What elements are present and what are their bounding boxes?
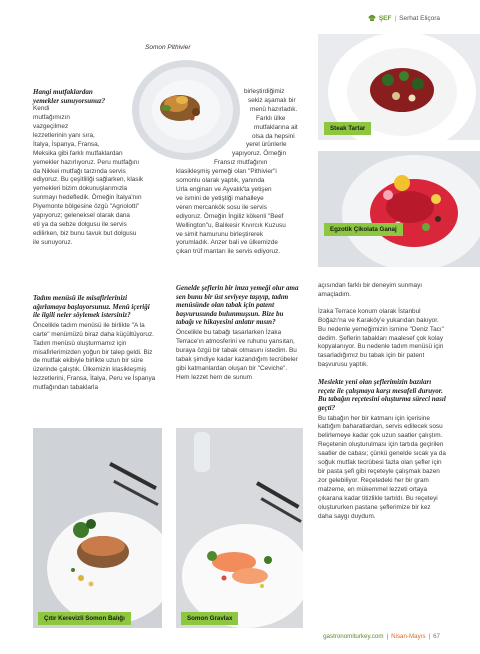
text-line: sunmayı hedefledik. Örneğin İtalya'nın: [33, 194, 142, 202]
text-line: sekiz aşamalı bir: [248, 96, 296, 104]
footer-separator: |: [428, 633, 431, 640]
text-line: ediyoruz. Örneğin İngiliz kökenli "Beef: [176, 212, 284, 220]
text-line: Farklı ülke: [256, 114, 286, 122]
text-line: vazgeçilmez: [33, 123, 69, 130]
text-line: lezzetlerinin yanı sıra,: [33, 131, 95, 139]
text-line: yemekler hazırlıyoruz. Peru mutfağını: [33, 158, 140, 166]
text-line: veren mercankök sosu ile servis: [176, 203, 267, 211]
top-plate-caption: Somon Pithivier: [145, 44, 191, 51]
somon-gravlax-photo: [176, 428, 303, 628]
footer-issue: Nisan-Mayıs: [391, 633, 426, 640]
somon-baligi-photo: [33, 428, 162, 628]
text-line: edilirken, biz bunu tavuk but dolgusu: [33, 229, 137, 237]
column-2-bottom: [176, 284, 302, 382]
answer-1-lines: [33, 105, 157, 248]
section-label: ŞEF: [378, 14, 392, 22]
answer-3: Öncelikle bu tabağı tasarlarken İzaka Terrace'ın atmosferini ve ruhunu yansıtan, buraya özgü bir tabak olmasını istedim. Bu tabak şimdiye kadar kazandığım tecrübeler gibi katmanlardan oluşan bir "Ceviche". Hem lezzet hem de sunum: [176, 328, 298, 381]
text-line: mutfaklarına ait: [254, 123, 298, 131]
page-header: [368, 14, 440, 22]
column-1-bottom: [33, 294, 158, 393]
egzotik-label: Egzotik Çikolata Ganaj: [324, 223, 403, 236]
text-line: menü hazırladık.: [250, 105, 298, 113]
answer-2: Öncelikle tadım menüsü ile birlikte "A la carte" menümüzü biraz daha küçültüyoruz. Tadım menüsü oluşturmamız için misafirlerimizden yoğun bir talep geldi. Biz de mutfak ekibiyle birlikte uzun bir süre üzerinde çalıştık. Ülkemizin klasikleşmiş lezzetlerini, Fransa, İtalya, Peru ve İspanya mutfağından tabaklarla: [33, 321, 156, 392]
header-separator: |: [394, 14, 397, 22]
text-line: Kendi: [33, 105, 50, 113]
text-line: klasikleşmiş yemeği olan "Pithivier"i: [176, 168, 277, 176]
footer-site: gastronomiturkey.com: [323, 633, 384, 640]
column-3: [318, 282, 446, 521]
page-number: 67: [433, 633, 440, 640]
text-line: ve ismini de yetiştiği mahalleye: [176, 194, 264, 202]
question-4: Meslekte yeni olan şeflerimizin bazıları reçete ile çalışmaya karşı mesafeli duruyor. Bu tabağın reçetesini oluşturma süreci nasıl geçti?: [318, 378, 446, 412]
page-footer: [323, 633, 440, 640]
text-line: Urla enginarı ve Ayvalık'ta yetişen: [176, 185, 272, 193]
egzotik-ganaj-photo: [318, 151, 480, 267]
text-line: ediyoruz. Bu çeşitliliği sağlarken, klasik: [33, 176, 144, 184]
text-line: Wellington"u, Balıkesir Kıvırcık Kuzusu: [176, 221, 286, 229]
text-line: somonlu olarak yaptık, yanında: [176, 177, 265, 185]
text-line: mutfağımızın: [33, 114, 70, 122]
text-line: yemekleri bizim dokunuşlarımızla: [33, 185, 128, 193]
text-line: birleştirdiğimiz: [244, 88, 285, 95]
text-line: ile sunuyoruz.: [33, 238, 73, 246]
somon-baligi-label: Çıtır Kerevizli Somon Balığı: [38, 612, 131, 625]
somon-gravlax-label: Somon Gravlax: [181, 612, 238, 625]
text-line: eti ya da sebze dolgusu ile servis: [33, 220, 127, 228]
text-line: da Nikkei mutfağı tarzında servis: [33, 167, 126, 175]
paragraph-1: açısından farklı bir deneyim sunmayı amaçladım.: [318, 282, 423, 298]
paragraph-2: İzaka Terrace konum olarak İstanbul Boğazı'na ve Karaköy'e yukarıdan bakıyor. Bu nedenle yemeğimizin ismine "Deniz Tacı" dedim. Şeflerin tabakları maalesef çok kolay kopyalanıyor. Bu nedenle tadım menüsü için tasarladığımız bu tabak için bir patent başvurusu yaptık.: [318, 307, 444, 369]
steak-tartar-photo: [318, 34, 480, 140]
question-3: Genelde şeflerin bir imza yemeği olur ama sen bunu bir üst seviyeye taşıyıp, tadım menüsünde olan tabak için patent başvurusunda bulunmuşsun. Bize bu tabağı ve hikayesini anlatır mısın?: [176, 284, 299, 327]
text-line: ve simit hamurunu birleştirerek: [176, 230, 264, 238]
question-2: Tadım menüsü ile misafirlerinizi ağırlamaya başlayorsunuz. Menü içeriği ile ilgili neler söylemek istersiniz?: [33, 294, 150, 320]
text-line: Meksika gibi farklı mutfaklardan: [33, 149, 123, 157]
chef-hat-icon: [368, 14, 376, 22]
question-1: Hangi mutfaklardan yemekler sunuyorsunuz?: [33, 88, 106, 105]
text-line: İtalya, İspanya, Fransa,: [33, 140, 100, 148]
text-line: Fransız mutfağının: [214, 159, 268, 167]
text-line: çıkan trüf mantarı ile servis ediyoruz.: [176, 248, 281, 256]
text-line: olsa da hepsini: [252, 132, 295, 140]
text-line: yapıyoruz. Örneğin: [232, 150, 286, 158]
column-1-top: [33, 88, 157, 248]
text-line: yapıyoruz; geleneksel olarak dana: [33, 212, 130, 220]
answer-4: Bu tabağın her bir katmanı için içerisine kattığım baharatlardan, servis edilecek sosu belirlemeye kadar çok uzun saatler çalıştım. Reçetenin oluşturulması için tartıda geçirilen saatler de cabası; çünkü genelde sıcak ya da soğuk mutfak tecrübesi fazla olan şefler için bir pasta şefi gibi reçeteyle çalışmak bazen zor gelebiliyor. Reçetedeki her bir gram malzeme, en mükemmel lezzeti ortaya çıkarana kadar titizlikle tartıldı. Bu reçeteyi oluştururken pastane şeflerimize bir kez daha saygı duydum.: [318, 414, 446, 520]
chef-name: Serhat Eliçora: [399, 14, 440, 22]
text-line: yerel ürünlerle: [246, 141, 287, 149]
steak-tartar-label: Steak Tartar: [324, 122, 371, 135]
column-2-top: [176, 88, 301, 257]
footer-separator: |: [386, 633, 389, 640]
text-line: yorumladık. Anzer bali ve ülkemizde: [176, 239, 278, 247]
text-line: Piyemonte bölgesine özgü "Agnolotti": [33, 203, 140, 211]
